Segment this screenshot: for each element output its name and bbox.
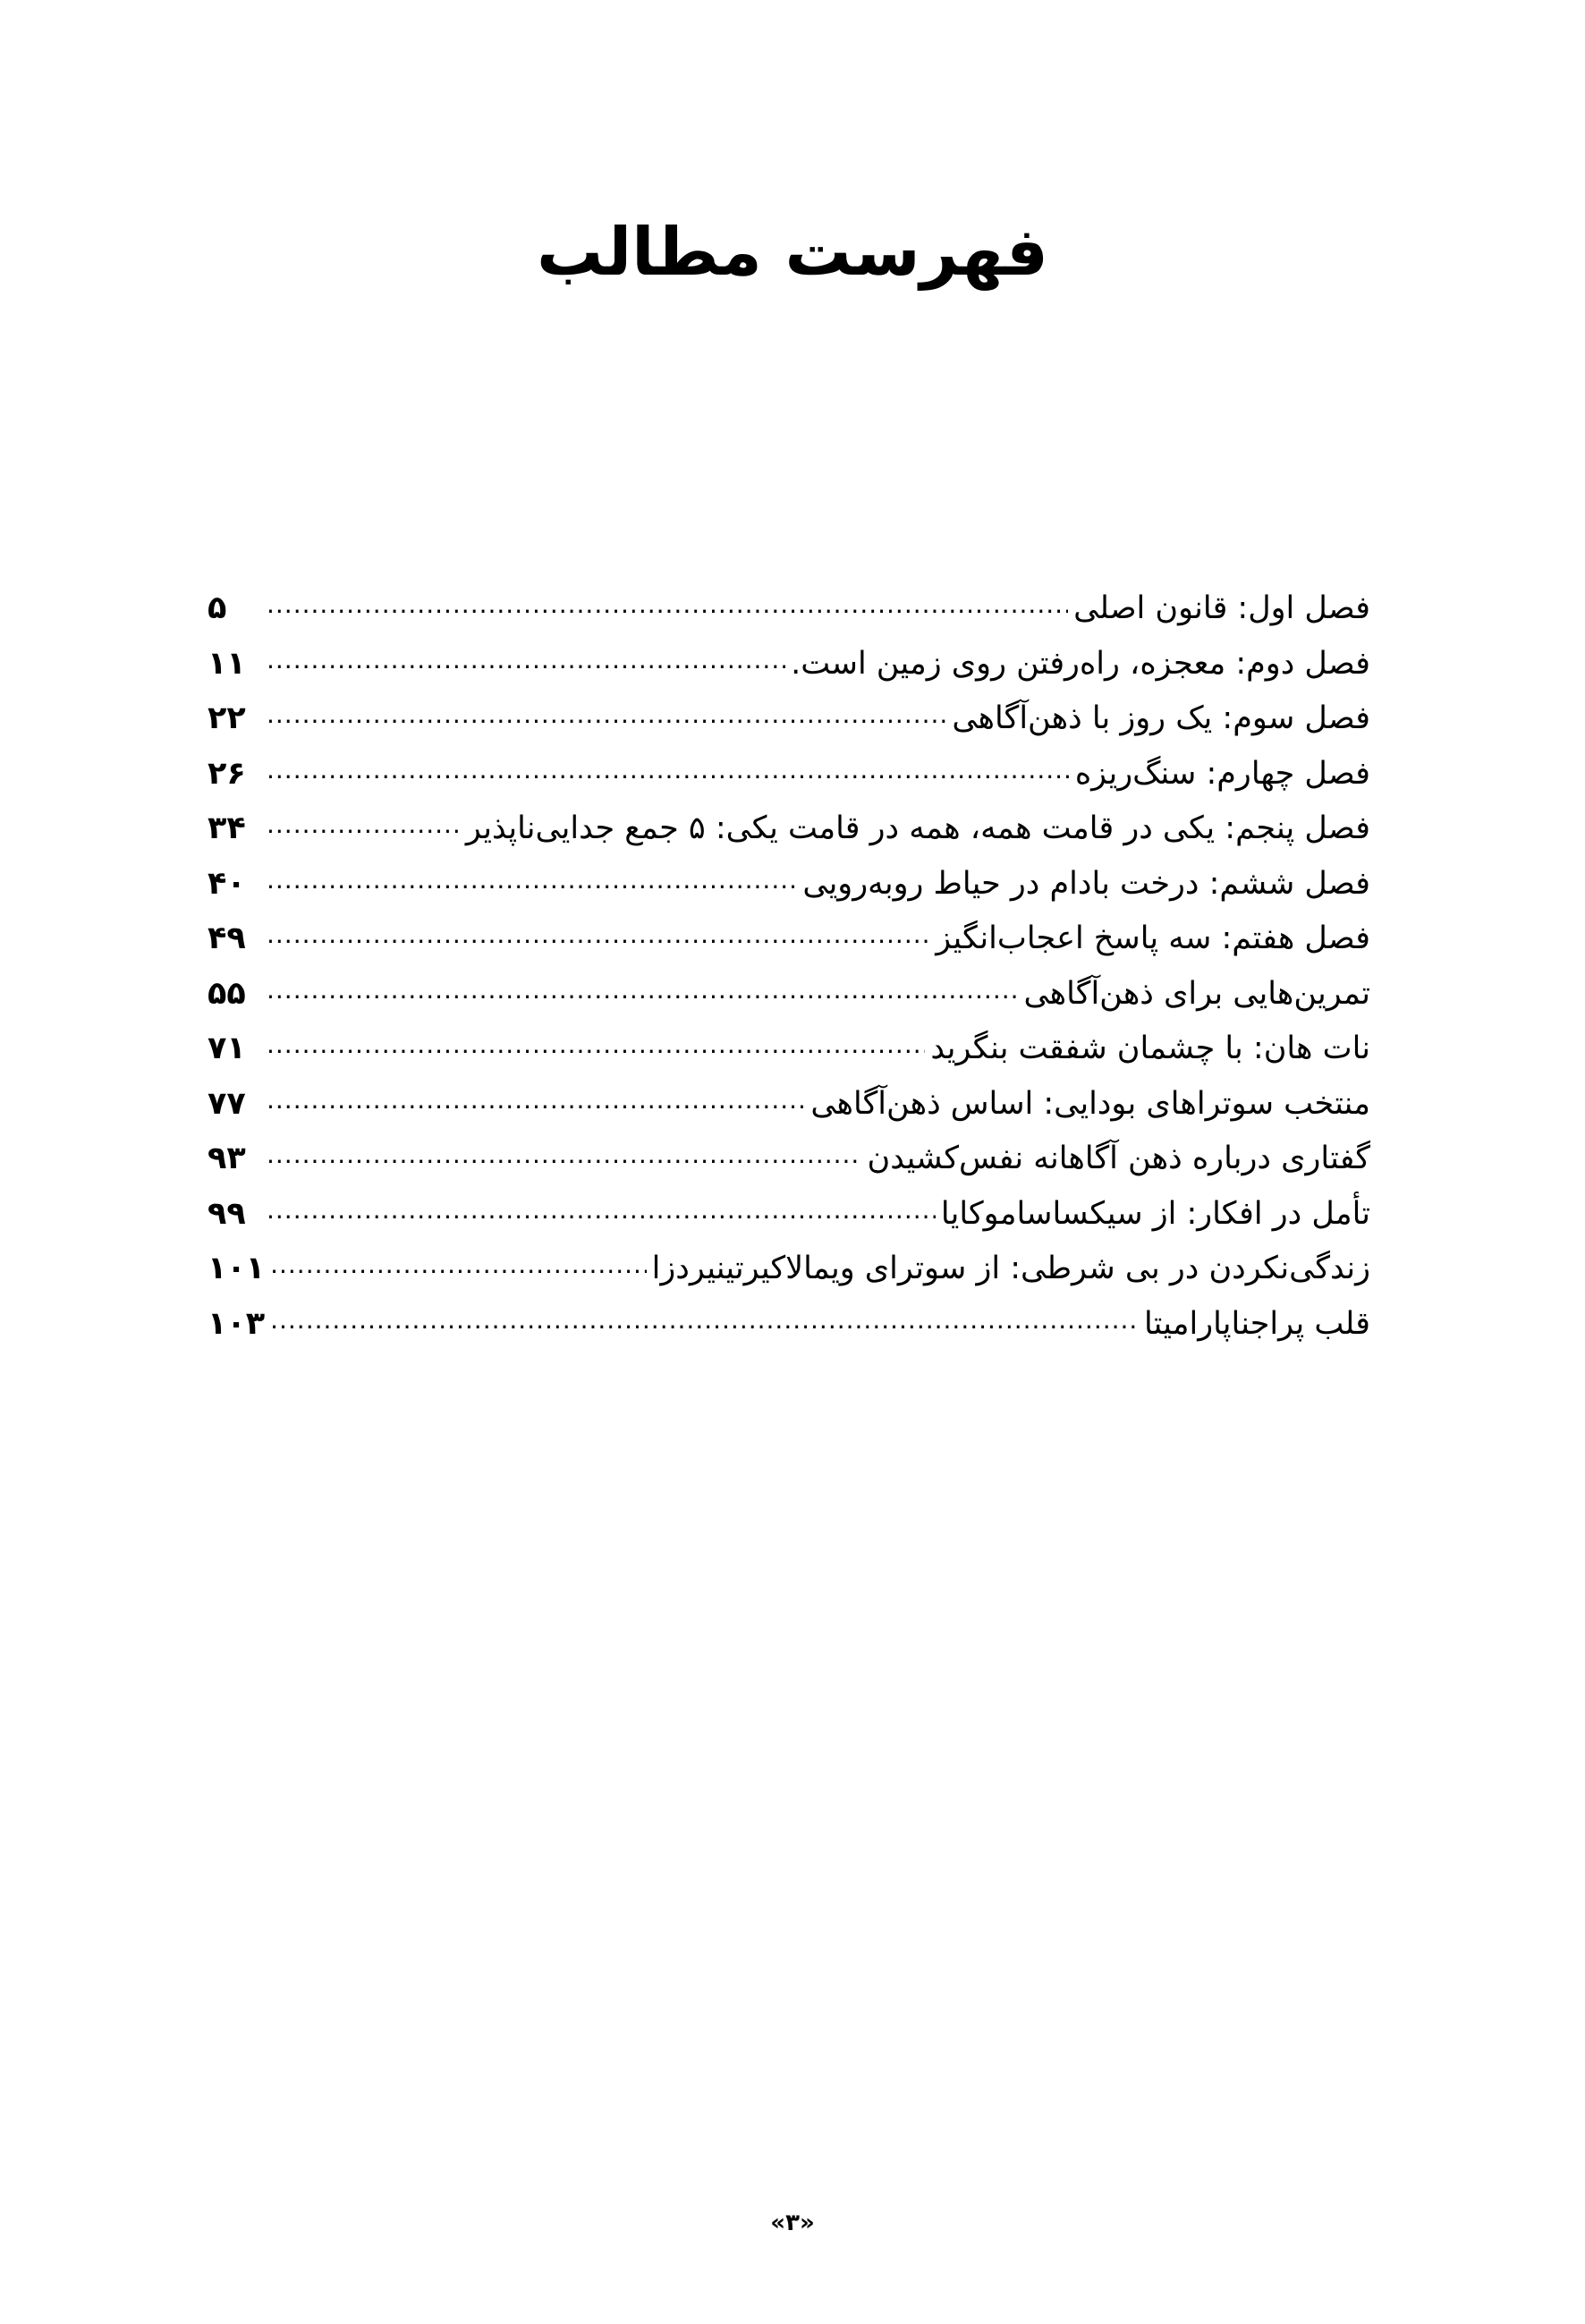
toc-entry-title: گفتاری درباره ذهن آگاهانه نفس‌کشیدن: [867, 1141, 1370, 1176]
toc-entry[interactable]: [208, 1242, 1370, 1297]
toc-entry-page: ۱۱: [208, 645, 246, 682]
toc-entry[interactable]: [208, 857, 1370, 912]
toc-entry-title: زندگی‌نکردن در بی شرطی: از سوترای ویمالاکیرتینیردزا: [651, 1251, 1370, 1286]
toc-entry-page: ۱۰۳: [208, 1305, 266, 1342]
toc-entry-page: ۲۲: [208, 700, 246, 736]
toc-entry-title: فصل ششم: درخت بادام در حیاط روبه‌رویی: [802, 865, 1370, 902]
page-title: فهرست مطالب: [536, 214, 1049, 291]
toc-entry-title: فصل هفتم: سه پاسخ اعجاب‌انگیز: [936, 920, 1370, 956]
toc-entry-title: منتخب سوتراهای بودایی: اساس ذهن‌آگاهی: [810, 1085, 1370, 1122]
toc-entry-page: ۹۹: [208, 1195, 246, 1232]
toc-entry-title: فصل سوم: یک روز با ذهن‌آگاهی: [952, 700, 1370, 736]
toc-entry[interactable]: [208, 1187, 1370, 1243]
toc-entry-page: ۹۳: [208, 1141, 246, 1176]
toc-dot-leader: [267, 1017, 925, 1073]
toc-entry-page: ۴۰: [208, 865, 246, 902]
toc-entry[interactable]: [208, 691, 1370, 747]
toc-dot-leader: [267, 577, 1068, 632]
toc-dot-leader: [267, 632, 785, 688]
toc-entry-title: فصل پنجم: یکی در قامت همه، همه در قامت یکی: ۵ جمع جدایی‌ناپذیر: [465, 810, 1370, 846]
toc-entry-title: فصل چهارم: سنگ‌ریزه: [1074, 755, 1370, 792]
toc-entry-title: نات هان: با چشمان شفقت بنگرید: [930, 1031, 1370, 1066]
toc-dot-leader: [267, 687, 946, 742]
toc-entry[interactable]: [208, 1077, 1370, 1132]
toc-entry-page: ۱۰۱: [208, 1251, 266, 1286]
toc-entry-title: تمرین‌هایی برای ذهن‌آگاهی: [1023, 975, 1370, 1012]
toc-dot-leader: [267, 1127, 862, 1183]
toc-entry[interactable]: [208, 1022, 1370, 1077]
toc-entry-title: فصل اول: قانون اصلی: [1073, 590, 1370, 626]
toc-entry-page: ۲۶: [208, 755, 246, 792]
toc-entry-title: فصل دوم: معجزه، راه‌رفتن روی زمین است.: [791, 645, 1370, 682]
toc-entry[interactable]: [208, 1132, 1370, 1187]
toc-entry-page: ۳۴: [208, 810, 246, 846]
toc-dot-leader: [267, 797, 461, 852]
toc-entry-page: ۵۵: [208, 975, 246, 1012]
toc-entry[interactable]: [208, 912, 1370, 967]
toc-entry[interactable]: [208, 747, 1370, 802]
toc-entry[interactable]: [208, 967, 1370, 1022]
page-number: «۳»: [770, 2209, 815, 2236]
toc-entry-page: ۷۱: [208, 1031, 246, 1066]
toc-dot-leader: [267, 852, 797, 908]
toc-entry-page: ۵: [208, 590, 227, 626]
toc-entry-page: ۷۷: [208, 1085, 246, 1122]
toc-dot-leader: [267, 907, 930, 963]
toc-dot-leader: [270, 1293, 1139, 1348]
toc-entry[interactable]: [208, 637, 1370, 692]
table-of-contents: [208, 581, 1370, 1352]
toc-dot-leader: [267, 742, 1070, 798]
toc-dot-leader: [267, 963, 1019, 1018]
toc-entry-title: قلب پراجناپارامیتا: [1143, 1305, 1370, 1342]
toc-dot-leader: [267, 1073, 805, 1128]
toc-entry[interactable]: [208, 581, 1370, 637]
toc-entry[interactable]: [208, 1297, 1370, 1353]
toc-dot-leader: [267, 1183, 936, 1238]
toc-entry-title: تأمل در افکار: از سیکساساموکایا: [940, 1195, 1370, 1232]
toc-entry-page: ۴۹: [208, 920, 246, 956]
toc-entry[interactable]: [208, 802, 1370, 857]
toc-dot-leader: [270, 1237, 647, 1293]
